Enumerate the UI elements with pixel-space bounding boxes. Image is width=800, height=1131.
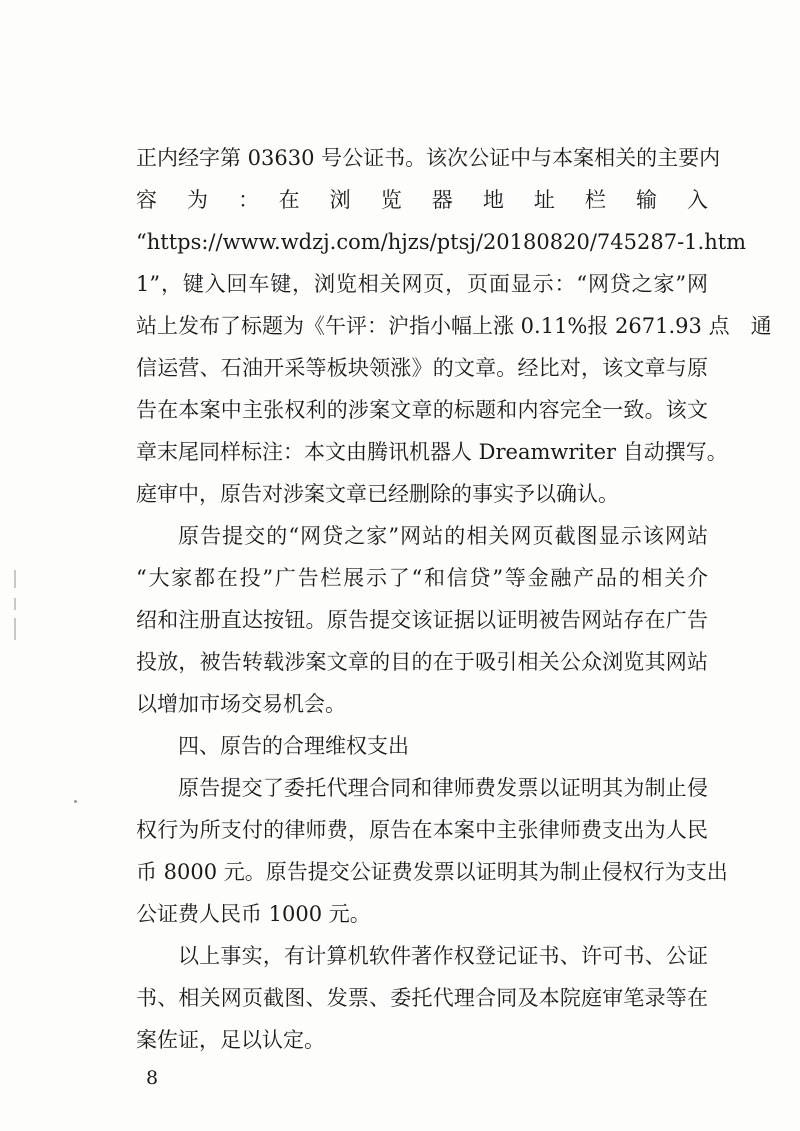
paragraph-line: “大家都在投”广告栏展示了“和信贷”等金融产品的相关介: [136, 566, 708, 590]
paragraph-line: 正内经字第 03630 号公证书。该次公证中与本案相关的主要内: [136, 146, 721, 170]
paragraph-line: 原告提交的“网贷之家”网站的相关网页截图显示该网站: [178, 524, 708, 548]
scan-speck: [74, 800, 77, 803]
paragraph-line: 容 为 ： 在 浏 览 器 地 址 栏 输 入: [136, 188, 708, 212]
paragraph-line: 站上发布了标题为《午评：沪指小幅上涨 0.11%报 2671.93 点 通: [136, 314, 772, 338]
paragraph-line: 章末尾同样标注：本文由腾讯机器人 Dreamwriter 自动撰写。: [136, 440, 728, 464]
paragraph-line: 公证费人民币 1000 元。: [136, 902, 371, 926]
paragraph-line: 告在本案中主张权利的涉案文章的标题和内容完全一致。该文: [136, 398, 708, 422]
page-number: 8: [146, 1067, 159, 1089]
binding-mark: [14, 570, 16, 588]
binding-mark: [14, 598, 16, 610]
paragraph-line: 庭审中，原告对涉案文章已经删除的事实予以确认。: [136, 482, 619, 506]
paragraph-line: 以增加市场交易机会。: [136, 692, 346, 716]
paragraph-line: 书、相关网页截图、发票、委托代理合同及本院庭审笔录等在: [136, 986, 708, 1010]
binding-mark: [14, 618, 16, 640]
paragraph-line: 币 8000 元。原告提交公证费发票以证明其为制止侵权行为支出: [136, 860, 728, 884]
paragraph-line: 以上事实，有计算机软件著作权登记证书、许可书、公证: [178, 944, 708, 968]
section-heading: 四、原告的合理维权支出: [178, 734, 409, 758]
paragraph-line: 权行为所支付的律师费，原告在本案中主张律师费支出为人民: [136, 818, 708, 842]
paragraph-line: 绍和注册直达按钮。原告提交该证据以证明被告网站存在广告: [136, 608, 708, 632]
paragraph-line: 投放，被告转载涉案文章的目的在于吸引相关公众浏览其网站: [136, 650, 708, 674]
paragraph-line: 案佐证，足以认定。: [136, 1028, 325, 1052]
paragraph-line: “https://www.wdzj.com/hjzs/ptsj/20180820/745287-1.htm: [136, 230, 747, 254]
paragraph-line: 信运营、石油开采等板块领涨》的文章。经比对，该文章与原: [136, 356, 708, 380]
paragraph-line: 1”，键入回车键，浏览相关网页，页面显示：“网贷之家”网: [136, 272, 708, 296]
paragraph-line: 原告提交了委托代理合同和律师费发票以证明其为制止侵: [178, 776, 708, 800]
